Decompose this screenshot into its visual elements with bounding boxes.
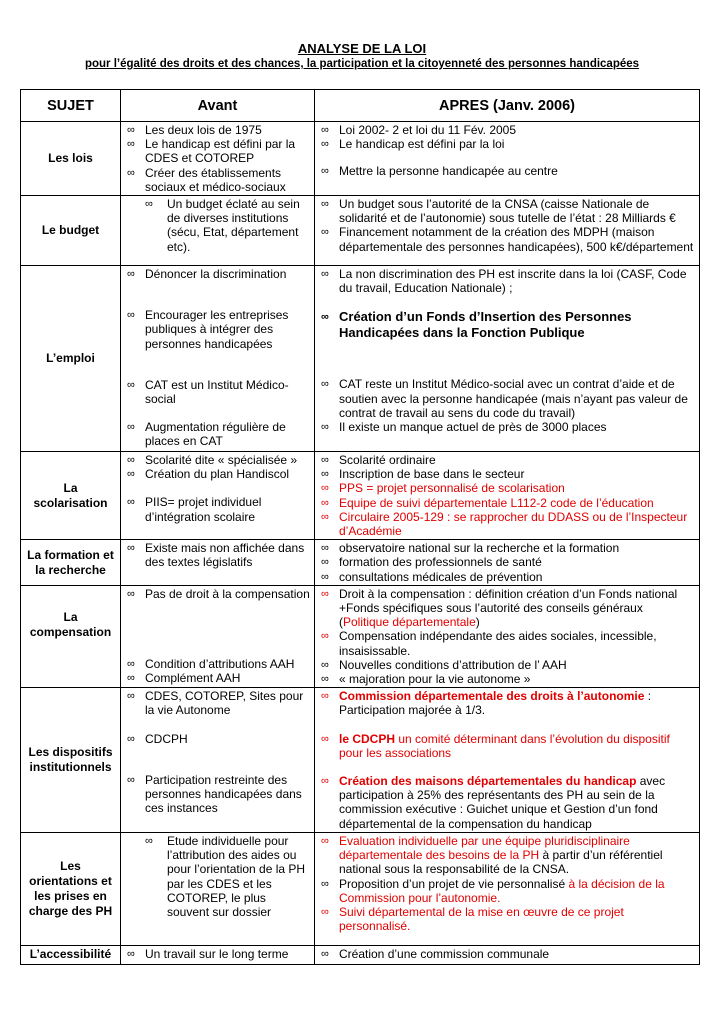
list-item: ∞ Mettre la personne handicapée au centre [321,164,558,179]
list-item: ∞ Créer des établissements sociaux et médico-sociaux [127,165,286,194]
list-item: ∞ CAT reste un Institut Médico-social avec un contrat d’aide et de soutien avec la personne handicapée (mais n’ayant pas valeur de contrat de travail au sens du code du travail) [321,377,688,420]
list-item: ∞ CDCPH [127,731,188,746]
row-subject: L’emploi [21,266,121,452]
list-item: ∞ Création d’une commission communale [321,946,550,961]
list-item: ∞ Circulaire 2005-129 : se rapprocher du DDASS ou de l’Inspecteur d’Académie [321,509,688,539]
list-item: ∞ Scolarité dite « spécialisée » [127,453,298,468]
apres-cell [315,452,700,540]
list-item: ∞ Un budget éclaté au sein de diverses institutions (sécu, Etat, département etc). [145,197,300,254]
row-subject: La formation et la recherche [21,540,121,586]
list-item: ∞ CAT est un Institut Médico-social [127,377,289,407]
table-row [21,122,700,196]
avant-cell [121,688,315,833]
table-row [21,540,700,586]
list-item: ∞ Compensation indépendante des aides sociales, incessible, insaisissable. [321,629,657,658]
list-item: ∞ Existe mais non affichée dans des textes législatifs [127,541,305,570]
list-item: ∞ Il existe un manque actuel de près de 3000 places [321,420,607,435]
row-subject: Le budget [21,196,121,266]
list-item: ∞ CDES, COTOREP, Sites pour la vie Autonome [127,689,304,718]
apres-cell [315,122,700,196]
list-item: ∞ Dénoncer la discrimination [127,267,287,282]
table-row [21,196,700,266]
comparison-table [20,89,700,965]
list-item: ∞ Encourager les entreprises publiques à intégrer des personnes handicapées [127,308,289,351]
avant-cell [121,832,315,945]
apres-cell [315,832,700,945]
header-apres: APRES (Janv. 2006) [315,90,700,122]
avant-cell [121,540,315,586]
apres-cell [315,196,700,266]
list-item: ∞ Les deux lois de 1975 [127,123,262,137]
list-item: ∞ Suivi départemental de la mise en œuvre de ce projet personnalisé. [321,904,624,934]
list-item: ∞ Financement notamment de la création des MDPH (maison départementale des personnes handicapées), 500 k€/département [321,225,694,254]
list-item: ∞ Nouvelles conditions d’attribution de l’ AAH [321,657,567,672]
list-item: ∞ formation des professionnels de santé [321,555,542,570]
avant-cell [121,266,315,452]
list-item: ∞ Inscription de base dans le secteur [321,467,525,482]
list-item: ∞ Etude individuelle pour l’attribution des aides ou pour l’orientation de la PH par les CDES et les COTOREP, le plus souvent sur dossier [145,833,306,919]
row-subject: La compensation [21,585,121,687]
row-subject: L’accessibilité [21,945,121,964]
row-subject: La scolarisation [21,452,121,540]
avant-cell [121,945,315,964]
avant-cell [121,122,315,196]
list-item: ∞ observatoire national sur la recherche et la formation [321,541,620,556]
list-item: ∞ Le handicap est défini par la CDES et COTOREP [127,137,296,166]
list-item: ∞ Proposition d’un projet de vie personnalisé à la décision de la Commission pour l’autonomie. [321,876,665,905]
header-sujet: SUJET [21,90,121,122]
list-item: ∞ Augmentation régulière de places en CAT [127,420,286,449]
table-row [21,945,700,964]
list-item: ∞ Le handicap est défini par la loi [321,137,505,152]
avant-cell [121,452,315,540]
list-item: ∞ Un travail sur le long terme [127,946,289,961]
table-row [21,832,700,945]
list-item: ∞ Pas de droit à la compensation [127,586,310,601]
apres-cell [315,266,700,452]
row-subject: Les dispositifs institutionnels [21,688,121,833]
list-item: ∞ Scolarité ordinaire [321,453,436,468]
apres-cell [315,585,700,687]
table-row [21,452,700,540]
list-item: ∞ le CDCPH un comité déterminant dans l’évolution du dispositif pour les associations [321,731,670,760]
list-item: ∞ Evaluation individuelle par une équipe pluridisciplinaire départementale des besoins de la PH à partir d’un référentiel national sous la responsabilité de la CNSA. [321,833,663,877]
list-item: ∞ « majoration pour la vie autonome » [321,672,531,687]
apres-cell [315,540,700,586]
list-item: ∞ Complément AAH [127,671,241,686]
list-item: ∞ Création du plan Handiscol [127,467,290,482]
list-item: ∞ PIIS= projet individuel d’intégration scolaire [127,495,262,524]
list-item: ∞ Equipe de suivi départementale L112-2 code de l’éducation [321,495,654,510]
list-item: ∞ Création des maisons départementales du handicap avec participation à 25% des représentants des PH au sein de la commission exécutive : Guichet unique et Gestion d’un fond départemental de la compensation du handicap [321,774,666,831]
list-item: ∞ Commission départementale des droits à l’autonomie : Participation majorée à 1/3. [321,689,652,718]
list-item: ∞ Condition d’attributions AAH [127,657,295,672]
list-item: ∞ Droit à la compensation : définition création d’un Fonds national +Fonds spécifiques sous l’autorité des conseils généraux (Politique départementale) [321,586,678,630]
table-header-row [21,90,700,122]
apres-cell [315,688,700,833]
list-item: ∞ PPS = projet personnalisé de scolarisation [321,481,565,496]
row-subject: Les orientations et les prises en charge des PH [21,832,121,945]
list-item: ∞ Un budget sous l’autorité de la CNSA (caisse Nationale de solidarité et de l’autonomie) sous tutelle de l’état : 28 Milliards € [321,197,676,226]
page-subtitle: pour l’égalité des droits et des chances, la participation et la citoyenneté des personnes handicapées [84,58,640,70]
table-row [21,688,700,833]
table-row [21,585,700,687]
list-item: ∞ Loi 2002- 2 et loi du 11 Fév. 2005 [321,123,517,137]
header-avant: Avant [121,90,315,122]
page-title: ANALYSE DE LA LOI [297,41,427,56]
list-item: ∞ Création d’un Fonds d’Insertion des Personnes Handicapées dans la Fonction Publique [321,309,632,341]
row-subject: Les lois [21,122,121,196]
apres-cell [315,945,700,964]
list-item: ∞ La non discrimination des PH est inscrite dans la loi (CASF, Code du travail, Education Nationale) ; [321,267,687,296]
table-row [21,266,700,452]
list-item: ∞ consultations médicales de prévention [321,569,543,584]
list-item: ∞ Participation restreinte des personnes handicapées dans ces instances [127,772,302,816]
avant-cell [121,585,315,687]
avant-cell [121,196,315,266]
